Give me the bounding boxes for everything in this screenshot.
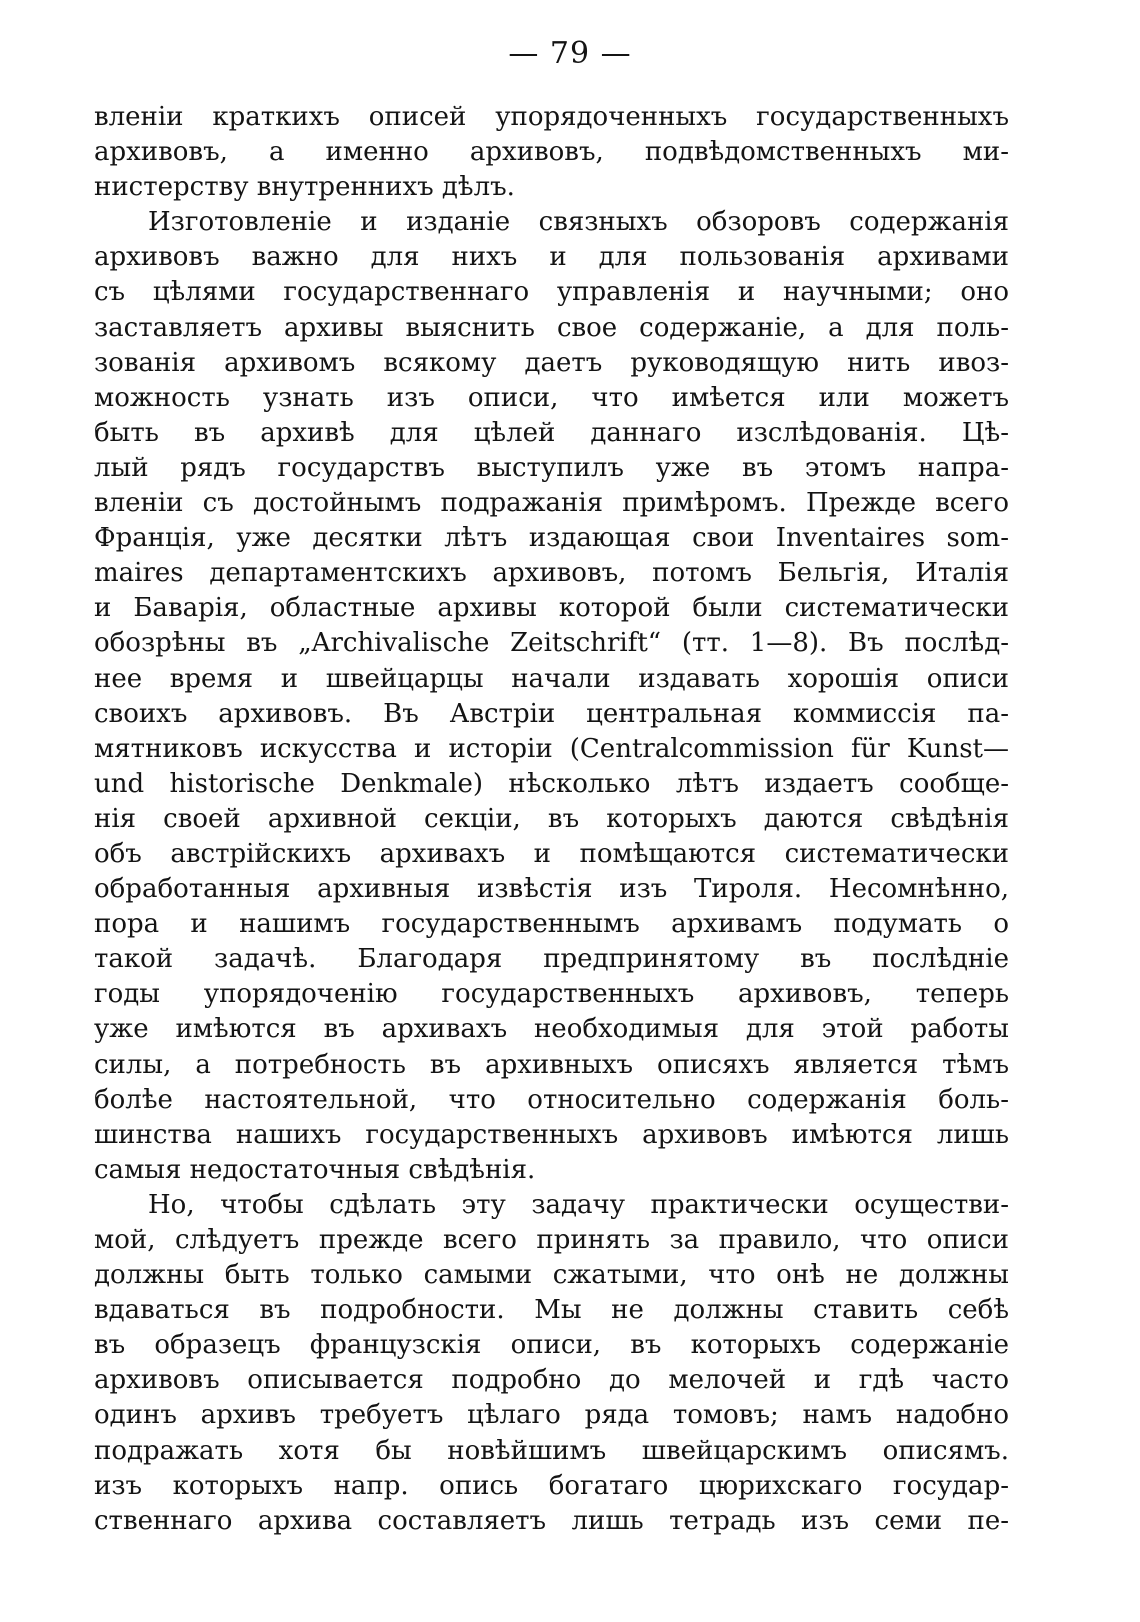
text-line: обработанныя архивныя извѣстія изъ Тироля. Несомнѣнно, xyxy=(94,874,1009,905)
text-line: съ цѣлями государственнаго управленія и научными; оно xyxy=(94,277,1009,308)
text-line: годы упорядоченію государственныхъ архивовъ, теперь xyxy=(94,979,1009,1010)
text-line: болѣе настоятельной, что относительно содержанія боль- xyxy=(94,1084,1009,1115)
text-line: изъ которыхъ напр. опись богатаго цюрихскаго государ- xyxy=(94,1470,1009,1501)
text-line: уже имѣются въ архивахъ необходимыя для этой работы xyxy=(94,1014,1009,1045)
text-line: вленіи съ достойнымъ подражанія примѣромъ. Прежде всего xyxy=(94,488,1009,519)
text-line: и Баварія, областные архивы которой были систематически xyxy=(94,593,1009,624)
text-line: въ образецъ французскія описи, въ которыхъ содержаніе xyxy=(94,1330,1009,1361)
text-line: силы, а потребность въ архивныхъ описяхъ является тѣмъ xyxy=(94,1049,1009,1080)
text-line: мой, слѣдуетъ прежде всего принять за правило, что описи xyxy=(94,1225,1009,1255)
text-line: такой задачѣ. Благодаря предпринятому въ послѣдніе xyxy=(94,944,1009,975)
body-text xyxy=(94,100,1009,1539)
text-line: Изготовленіе и изданіе связныхъ обзоровъ содержанія xyxy=(148,207,1009,238)
page-number: — 79 — xyxy=(508,36,632,71)
text-line: обозрѣны въ „Archivalische Zeitschrift“ (тт. 1—8). Въ послѣд- xyxy=(94,628,1009,659)
text-line: Но, чтобы сдѣлать эту задачу практически осуществи- xyxy=(148,1189,1009,1220)
text-line: можность узнать изъ описи, что имѣется или можетъ xyxy=(94,382,1009,413)
text-line: архивовъ, а именно архивовъ, подвѣдомственныхъ ми- xyxy=(94,137,1009,168)
text-line: должны быть только самыми сжатыми, что онѣ не должны xyxy=(94,1260,1009,1291)
text-line: und historische Denkmale) нѣсколько лѣтъ издаетъ сообще- xyxy=(94,768,1009,799)
text-line: нистерству внутреннихъ дѣлъ. xyxy=(94,172,515,203)
text-line: нія своей архивной секціи, въ которыхъ даются свѣдѣнія xyxy=(94,803,1009,834)
text-line: зованія архивомъ всякому даетъ руководящую нить ивоз- xyxy=(94,347,1009,378)
text-line: подражать хотя бы новѣйшимъ швейцарскимъ описямъ. xyxy=(94,1435,1009,1466)
text-line: Франція, уже десятки лѣтъ издающая свои Inventaires som- xyxy=(94,523,1009,554)
text-line: своихъ архивовъ. Въ Австріи центральная коммиссія па- xyxy=(94,698,1009,729)
text-line: объ австрійскихъ архивахъ и помѣщаются систематически xyxy=(94,838,1009,869)
text-line: архивовъ описывается подробно до мелочей и гдѣ часто xyxy=(94,1365,1009,1396)
text-line: мятниковъ искусства и исторіи (Centralcommission für Kunst— xyxy=(94,733,1009,764)
text-line: нее время и швейцарцы начали издавать хорошія описи xyxy=(94,663,1009,694)
text-line: ственнаго архива составляетъ лишь тетрадь изъ семи пе- xyxy=(94,1505,1009,1536)
text-line: заставляетъ архивы выяснить свое содержаніе, а для поль- xyxy=(94,312,1009,343)
text-line: шинства нашихъ государственныхъ архивовъ имѣются лишь xyxy=(94,1119,1009,1150)
text-line: вдаваться въ подробности. Мы не должны ставить себѣ xyxy=(94,1295,1009,1326)
text-line: maires департаментскихъ архивовъ, потомъ Бельгія, Италія xyxy=(94,558,1009,589)
text-line: архивовъ важно для нихъ и для пользованія архивами xyxy=(94,242,1009,273)
text-line: одинъ архивъ требуетъ цѣлаго ряда томовъ; намъ надобно xyxy=(94,1400,1009,1431)
text-line: быть въ архивѣ для цѣлей даннаго изслѣдованія. Цѣ- xyxy=(94,417,1009,448)
text-line: вленіи краткихъ описей упорядоченныхъ государственныхъ xyxy=(94,102,1009,132)
text-line: лый рядъ государствъ выступилъ уже въ этомъ напра- xyxy=(94,452,1009,483)
text-line: пора и нашимъ государственнымъ архивамъ подумать о xyxy=(94,909,1009,940)
text-line: самыя недостаточныя свѣдѣнія. xyxy=(94,1154,536,1185)
